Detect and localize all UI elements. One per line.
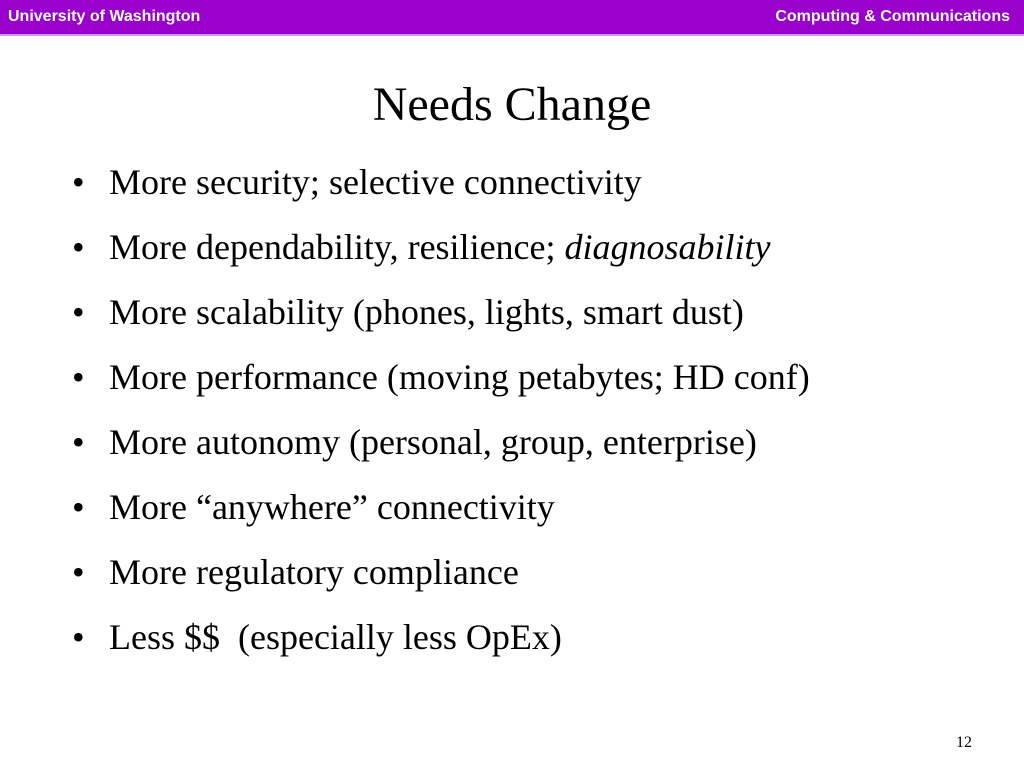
bullet-text [109, 150, 642, 215]
bullet-marker: • [72, 422, 85, 462]
bullet-text-italic: diagnosability [564, 227, 771, 267]
slide-title: Needs Change [372, 78, 652, 131]
bullet-text-plain: More scalability (phones, lights, smart dust) [109, 292, 744, 332]
bullet-text-plain: More performance (moving petabytes; HD conf) [109, 357, 810, 397]
bullet-text-plain: More regulatory compliance [109, 552, 519, 592]
bullet-text [109, 605, 562, 670]
bullet-text [109, 540, 519, 605]
bullet-marker: • [72, 227, 85, 267]
bullet-text-plain: More security; selective connectivity [109, 162, 642, 202]
bullet-marker: • [72, 162, 85, 202]
bullet-text [109, 345, 810, 410]
bullet-text [109, 215, 771, 280]
bullet-text-plain: More autonomy (personal, group, enterprise) [109, 422, 757, 462]
bullet-text-plain: More dependability, resilience; [109, 227, 565, 267]
bullet-text [109, 410, 757, 475]
page-number: 12 [956, 734, 972, 751]
bullet-text [109, 475, 555, 540]
bullet-text [109, 280, 744, 345]
header-organization: University of Washington [8, 8, 201, 25]
header-department: Computing & Communications [775, 8, 1010, 25]
bullet-text-plain: Less $$ (especially less OpEx) [109, 617, 562, 657]
bullet-text-plain: More “anywhere” connectivity [109, 487, 555, 527]
bullet-marker: • [72, 487, 85, 527]
bullet-marker: • [72, 357, 85, 397]
bullet-marker: • [72, 292, 85, 332]
bullet-marker: • [72, 617, 85, 657]
header-bar [0, 0, 1024, 36]
bullet-marker: • [72, 552, 85, 592]
